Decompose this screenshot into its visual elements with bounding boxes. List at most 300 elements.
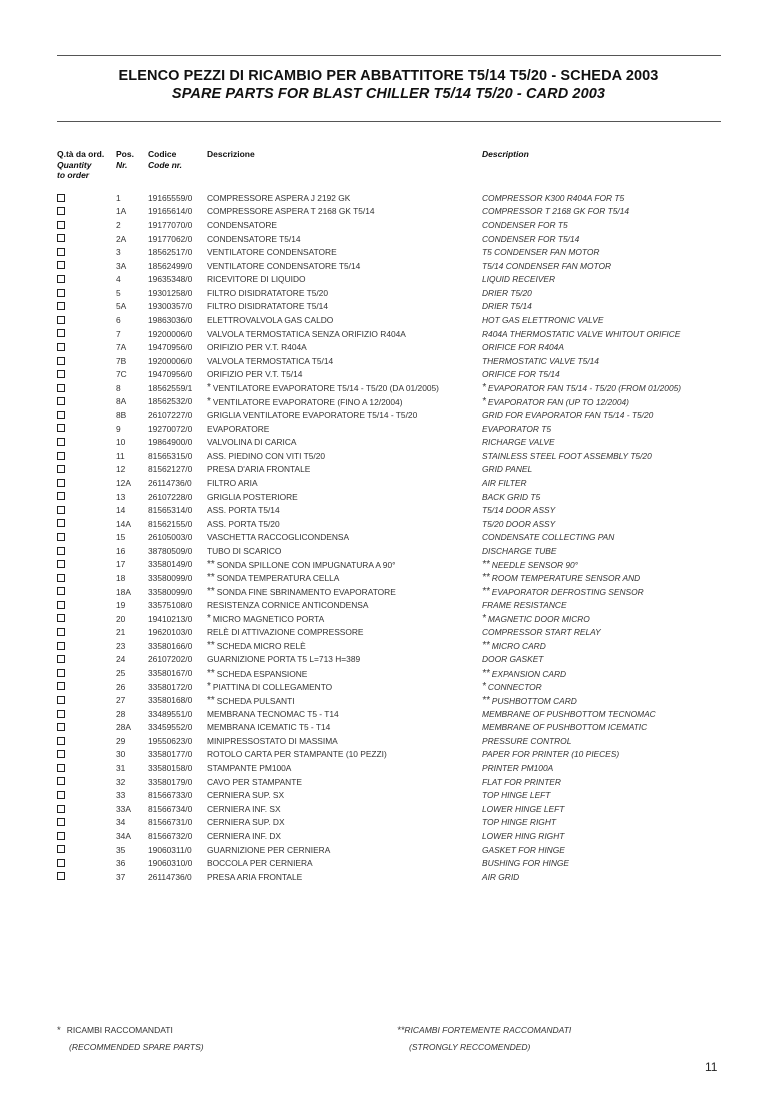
position-number: 31 — [116, 763, 126, 774]
order-checkbox-icon[interactable] — [57, 560, 65, 568]
italian-description — [207, 354, 482, 368]
recommended-mark: * — [207, 382, 211, 394]
english-description-text: COMPRESSOR T 2168 GK FOR T5/14 — [482, 206, 630, 217]
english-description-text: PUSHBOTTOM CARD — [491, 695, 577, 706]
footnote-single-l1: RICAMBI RACCOMANDATI — [66, 1025, 173, 1035]
recommended-mark: ** — [207, 694, 215, 706]
order-checkbox-icon[interactable] — [57, 221, 65, 229]
english-description-text: CONDENSATE COLLECTING PAN — [482, 532, 615, 543]
table-row — [57, 748, 681, 762]
italian-description — [207, 476, 482, 490]
order-checkbox-icon[interactable] — [57, 845, 65, 853]
table-row — [57, 558, 681, 572]
english-description — [482, 571, 681, 585]
position-number: 5A — [116, 301, 127, 312]
order-checkbox-icon[interactable] — [57, 316, 65, 324]
recommended-mark: * — [207, 613, 211, 625]
position-number: 33A — [116, 803, 131, 814]
order-checkbox-icon[interactable] — [57, 329, 65, 337]
italian-description-text: BOCCOLA PER CERNIERA — [207, 858, 313, 869]
page-title-english: SPARE PARTS FOR BLAST CHILLER T5/14 T5/20 - CARD 2003 — [171, 86, 606, 102]
position-number: 7A — [116, 342, 127, 353]
italian-description — [207, 544, 482, 558]
part-code: 81566731/0 — [148, 817, 193, 828]
order-checkbox-icon[interactable] — [57, 492, 65, 500]
italian-description-text: SONDA SPILLONE CON IMPUGNATURA A 90° — [216, 559, 396, 570]
table-row — [57, 639, 681, 653]
order-checkbox-icon[interactable] — [57, 682, 65, 690]
italian-description-text: COMPRESSORE ASPERA J 2192 GK — [207, 192, 351, 203]
part-code: 19864900/0 — [148, 437, 193, 448]
italian-description — [207, 612, 482, 626]
english-description — [482, 693, 681, 707]
order-checkbox-icon[interactable] — [57, 465, 65, 473]
italian-description-text: CERNIERA INF. DX — [207, 830, 281, 841]
italian-description — [207, 422, 482, 436]
position-number: 9 — [116, 423, 121, 434]
italian-description-text: VALVOLA TERMOSTATICA SENZA ORIFIZIO R404A — [207, 328, 406, 339]
header-qty-l2: Quantity — [57, 159, 92, 170]
italian-description — [207, 721, 482, 735]
order-checkbox-icon[interactable] — [57, 533, 65, 541]
english-description — [482, 490, 681, 504]
header-code — [148, 149, 182, 170]
part-code: 33580177/0 — [148, 749, 193, 760]
recommended-mark: ** — [482, 572, 490, 584]
position-number: 16 — [116, 545, 126, 556]
italian-description-text: VALVOLA TERMOSTATICA T5/14 — [207, 355, 334, 366]
english-description-text: BACK GRID T5 — [482, 491, 541, 502]
position-number: 29 — [116, 735, 126, 746]
italian-description — [207, 381, 482, 395]
english-description — [482, 313, 681, 327]
italian-description — [207, 300, 482, 314]
english-description-text: DISCHARGE TUBE — [482, 545, 557, 556]
part-code: 33580099/0 — [148, 572, 193, 583]
order-checkbox-icon[interactable] — [57, 438, 65, 446]
table-row — [57, 395, 681, 409]
part-code: 81566733/0 — [148, 790, 193, 801]
top-rule — [57, 55, 721, 56]
english-description — [482, 408, 681, 422]
english-description — [482, 788, 681, 802]
italian-description — [207, 205, 482, 219]
order-checkbox-icon[interactable] — [57, 696, 65, 704]
italian-description-text: SCHEDA PULSANTI — [216, 695, 295, 706]
italian-description — [207, 870, 482, 884]
italian-description — [207, 259, 482, 273]
english-description-text: TOP HINGE RIGHT — [482, 817, 556, 828]
position-number: 36 — [116, 858, 126, 869]
order-checkbox-icon[interactable] — [57, 628, 65, 636]
order-checkbox-icon[interactable] — [57, 424, 65, 432]
order-checkbox-icon[interactable] — [57, 777, 65, 785]
english-description — [482, 843, 681, 857]
english-description — [482, 422, 681, 436]
english-description — [482, 680, 681, 694]
italian-description — [207, 435, 482, 449]
order-checkbox-icon[interactable] — [57, 818, 65, 826]
position-number: 30 — [116, 749, 126, 760]
italian-description — [207, 408, 482, 422]
english-description-text: STAINLESS STEEL FOOT ASSEMBLY T5/20 — [482, 450, 652, 461]
italian-description — [207, 449, 482, 463]
position-number: 15 — [116, 532, 126, 543]
position-number: 10 — [116, 437, 126, 448]
recommended-mark: ** — [482, 586, 490, 598]
header-code-l1: Codice — [148, 149, 177, 159]
table-row — [57, 666, 681, 680]
order-checkbox-icon[interactable] — [57, 370, 65, 378]
part-code: 26107228/0 — [148, 491, 193, 502]
header-pos-l2: Nr. — [116, 159, 128, 170]
english-description-text: MEMBRANE OF PUSHBOTTOM ICEMATIC — [482, 722, 648, 733]
english-description — [482, 340, 681, 354]
order-checkbox-icon[interactable] — [57, 384, 65, 392]
order-checkbox-icon[interactable] — [57, 357, 65, 365]
english-description — [482, 368, 681, 382]
english-description-text: T5 CONDENSER FAN MOTOR — [482, 247, 600, 258]
italian-description-text: PIATTINA DI COLLEGAMENTO — [212, 682, 333, 693]
recommended-mark: ** — [207, 586, 215, 598]
english-description-text: DRIER T5/20 — [482, 287, 532, 298]
part-code: 18562532/0 — [148, 396, 193, 407]
order-checkbox-icon[interactable] — [57, 737, 65, 745]
english-description — [482, 612, 681, 626]
position-number: 8 — [116, 382, 121, 393]
english-description — [482, 870, 681, 884]
italian-description — [207, 286, 482, 300]
italian-description — [207, 653, 482, 667]
table-row — [57, 313, 681, 327]
order-checkbox-icon[interactable] — [57, 723, 65, 731]
order-checkbox-icon[interactable] — [57, 207, 65, 215]
table-row — [57, 612, 681, 626]
part-code: 19635348/0 — [148, 274, 193, 285]
header-en — [482, 149, 529, 160]
italian-description-text: VENTILATORE CONDENSATORE — [207, 247, 337, 258]
position-number: 12 — [116, 464, 126, 475]
position-number: 18 — [116, 572, 126, 583]
table-row — [57, 856, 681, 870]
part-code: 19550623/0 — [148, 735, 193, 746]
english-description-text: LOWER HING RIGHT — [482, 830, 565, 841]
table-row — [57, 490, 681, 504]
footnote-strongly-recommended — [397, 1022, 571, 1056]
english-description — [482, 761, 681, 775]
order-checkbox-icon[interactable] — [57, 859, 65, 867]
position-number: 13 — [116, 491, 126, 502]
english-description-text: AIR FILTER — [482, 477, 527, 488]
order-checkbox-icon[interactable] — [57, 248, 65, 256]
table-row — [57, 381, 681, 395]
english-description-text: CONNECTOR — [487, 682, 542, 693]
position-number: 5 — [116, 287, 121, 298]
italian-description-text: FILTRO DISIDRATATORE T5/14 — [207, 301, 328, 312]
part-code: 33580168/0 — [148, 695, 193, 706]
table-row — [57, 734, 681, 748]
order-checkbox-icon[interactable] — [57, 547, 65, 555]
header-qty-l1: Q.tà da ord. — [57, 149, 105, 159]
order-checkbox-icon[interactable] — [57, 411, 65, 419]
recommended-mark: * — [482, 613, 486, 625]
order-checkbox-icon[interactable] — [57, 194, 65, 202]
footnote-recommended — [57, 1022, 204, 1056]
english-description-text: T5/20 DOOR ASSY — [482, 518, 556, 529]
recommended-mark: * — [482, 681, 486, 693]
table-row — [57, 286, 681, 300]
english-description — [482, 585, 681, 599]
order-checkbox-icon[interactable] — [57, 669, 65, 677]
table-row — [57, 449, 681, 463]
position-number: 8B — [116, 410, 127, 421]
english-description — [482, 530, 681, 544]
english-description — [482, 707, 681, 721]
english-description — [482, 191, 681, 205]
recommended-mark: * — [482, 382, 486, 394]
table-row — [57, 327, 681, 341]
recommended-mark: ** — [207, 558, 215, 570]
english-description — [482, 748, 681, 762]
table-row — [57, 653, 681, 667]
part-code: 33459552/0 — [148, 722, 193, 733]
table-row — [57, 530, 681, 544]
order-checkbox-icon[interactable] — [57, 750, 65, 758]
position-number: 8A — [116, 396, 127, 407]
english-description-text: PAPER FOR PRINTER (10 PIECES) — [482, 749, 620, 760]
order-checkbox-icon[interactable] — [57, 574, 65, 582]
english-description — [482, 272, 681, 286]
order-checkbox-icon[interactable] — [57, 791, 65, 799]
english-description — [482, 395, 681, 409]
english-description-text: DRIER T5/14 — [482, 301, 532, 312]
italian-description-text: RICEVITORE DI LIQUIDO — [207, 274, 306, 285]
part-code: 33580167/0 — [148, 668, 193, 679]
italian-description-text: PRESA D'ARIA FRONTALE — [207, 464, 311, 475]
italian-description-text: CAVO PER STAMPANTE — [207, 776, 302, 787]
english-description-text: LIQUID RECEIVER — [482, 274, 556, 285]
english-description-text: T5/14 CONDENSER FAN MOTOR — [482, 260, 612, 271]
italian-description-text: SCHEDA MICRO RELÈ — [216, 641, 306, 652]
order-checkbox-icon[interactable] — [57, 805, 65, 813]
italian-description-text: ASS. PIEDINO CON VITI T5/20 — [207, 450, 326, 461]
position-number: 1 — [116, 192, 121, 203]
table-row — [57, 205, 681, 219]
english-description-text: RICHARGE VALVE — [482, 437, 555, 448]
english-description — [482, 598, 681, 612]
part-code: 19270072/0 — [148, 423, 193, 434]
english-description — [482, 517, 681, 531]
english-description — [482, 816, 681, 830]
table-row — [57, 870, 681, 884]
italian-description — [207, 626, 482, 640]
order-checkbox-icon[interactable] — [57, 614, 65, 622]
english-description — [482, 856, 681, 870]
position-number: 24 — [116, 654, 126, 665]
english-description-text: HOT GAS ELETTRONIC VALVE — [482, 314, 604, 325]
order-checkbox-icon[interactable] — [57, 275, 65, 283]
italian-description — [207, 490, 482, 504]
italian-description-text: PRESA ARIA FRONTALE — [207, 871, 303, 882]
italian-description-text: MEMBRANA ICEMATIC T5 - T14 — [207, 722, 331, 733]
position-number: 32 — [116, 776, 126, 787]
english-description-text: TOP HINGE LEFT — [482, 790, 551, 801]
part-code: 26114736/0 — [148, 871, 192, 882]
part-code: 81562155/0 — [148, 518, 193, 529]
italian-description — [207, 707, 482, 721]
order-checkbox-icon[interactable] — [57, 710, 65, 718]
italian-description-text: FILTRO ARIA — [207, 477, 258, 488]
order-checkbox-icon[interactable] — [57, 343, 65, 351]
position-number: 21 — [116, 627, 126, 638]
italian-description — [207, 530, 482, 544]
table-row — [57, 721, 681, 735]
position-number: 37 — [116, 871, 126, 882]
table-row — [57, 816, 681, 830]
part-code: 19410213/0 — [148, 613, 193, 624]
part-code: 19060311/0 — [148, 844, 192, 855]
english-description-text: ORIFICE FOR R404A — [482, 342, 564, 353]
position-number: 25 — [116, 668, 126, 679]
table-row — [57, 788, 681, 802]
order-checkbox-icon[interactable] — [57, 506, 65, 514]
italian-description — [207, 327, 482, 341]
english-description-text: ROOM TEMPERATURE SENSOR AND — [491, 573, 641, 584]
part-code: 19200006/0 — [148, 328, 193, 339]
part-code: 81565314/0 — [148, 505, 193, 516]
order-checkbox-icon[interactable] — [57, 764, 65, 772]
table-row — [57, 626, 681, 640]
order-checkbox-icon[interactable] — [57, 601, 65, 609]
english-description-text: THERMOSTATIC VALVE T5/14 — [482, 355, 599, 366]
table-row — [57, 232, 681, 246]
header-pos-l1: Pos. — [116, 149, 134, 159]
part-code: 33575108/0 — [148, 600, 193, 611]
position-number: 3A — [116, 260, 127, 271]
part-code: 33580172/0 — [148, 681, 193, 692]
english-description-text: DOOR GASKET — [482, 654, 544, 665]
order-checkbox-icon[interactable] — [57, 872, 65, 880]
order-checkbox-icon[interactable] — [57, 452, 65, 460]
italian-description — [207, 503, 482, 517]
page-title-italian: ELENCO PEZZI DI RICAMBIO PER ABBATTITORE T5/14 T5/20 - SCHEDA 2003 — [118, 68, 659, 84]
english-description-text: ORIFICE FOR T5/14 — [482, 369, 560, 380]
part-code: 19620103/0 — [148, 627, 193, 638]
italian-description-text: GUARNIZIONE PORTA T5 L=713 H=389 — [207, 654, 361, 665]
italian-description-text: GUARNIZIONE PER CERNIERA — [207, 844, 331, 855]
english-description — [482, 476, 681, 490]
english-description — [482, 802, 681, 816]
part-code: 19863036/0 — [148, 314, 193, 325]
table-row — [57, 761, 681, 775]
position-number: 14A — [116, 518, 131, 529]
header-code-l2: Code nr. — [148, 159, 183, 170]
position-number: 14 — [116, 505, 126, 516]
italian-description-text: VENTILATORE EVAPORATORE (FINO A 12/2004) — [212, 396, 403, 407]
italian-description-text: FILTRO DISIDRATATORE T5/20 — [207, 287, 328, 298]
footnote-double-l1: RICAMBI FORTEMENTE RACCOMANDATI — [404, 1025, 572, 1035]
italian-description-text: ASS. PORTA T5/14 — [207, 505, 280, 516]
part-code: 26105003/0 — [148, 532, 193, 543]
position-number: 7 — [116, 328, 121, 339]
position-number: 34 — [116, 817, 126, 828]
part-code: 33580158/0 — [148, 763, 193, 774]
italian-description-text: ROTOLO CARTA PER STAMPANTE (10 PEZZI) — [207, 749, 387, 760]
italian-description — [207, 598, 482, 612]
part-code: 81562127/0 — [148, 464, 193, 475]
italian-description — [207, 639, 482, 653]
english-description — [482, 775, 681, 789]
italian-description — [207, 802, 482, 816]
italian-description-text: MICRO MAGNETICO PORTA — [212, 614, 325, 625]
part-code: 18562559/1 — [148, 382, 193, 393]
order-checkbox-icon[interactable] — [57, 655, 65, 663]
table-row — [57, 517, 681, 531]
footnote-double-mark: ** — [397, 1025, 405, 1036]
italian-description-text: CONDENSATORE T5/14 — [207, 233, 301, 244]
italian-description-text: SONDA TEMPERATURA CELLA — [216, 573, 340, 584]
position-number: 27 — [116, 695, 126, 706]
order-checkbox-icon[interactable] — [57, 289, 65, 297]
english-description-text: FRAME RESISTANCE — [482, 600, 567, 611]
italian-description — [207, 191, 482, 205]
order-checkbox-icon[interactable] — [57, 832, 65, 840]
position-number: 17 — [116, 559, 126, 570]
position-number: 2 — [116, 219, 121, 230]
part-code: 19470956/0 — [148, 342, 193, 353]
part-code: 33489551/0 — [148, 708, 193, 719]
recommended-mark: * — [207, 395, 211, 407]
english-description — [482, 435, 681, 449]
order-checkbox-icon[interactable] — [57, 519, 65, 527]
recommended-mark: ** — [482, 694, 490, 706]
italian-description-text: SONDA FINE SBRINAMENTO EVAPORATORE — [216, 587, 396, 598]
order-checkbox-icon[interactable] — [57, 397, 65, 405]
italian-description — [207, 734, 482, 748]
order-checkbox-icon[interactable] — [57, 642, 65, 650]
table-row — [57, 680, 681, 694]
order-checkbox-icon[interactable] — [57, 261, 65, 269]
english-description-text: GASKET FOR HINGE — [482, 844, 565, 855]
english-description — [482, 503, 681, 517]
table-row — [57, 503, 681, 517]
english-description — [482, 558, 681, 572]
position-number: 4 — [116, 274, 121, 285]
table-row — [57, 802, 681, 816]
footnote-single-l2: (RECOMMENDED SPARE PARTS) — [69, 1042, 204, 1052]
italian-description-text: ORIFIZIO PER V.T. R404A — [207, 342, 307, 353]
order-checkbox-icon[interactable] — [57, 479, 65, 487]
order-checkbox-icon[interactable] — [57, 587, 65, 595]
english-description — [482, 218, 681, 232]
table-row — [57, 218, 681, 232]
part-code: 18562517/0 — [148, 247, 193, 258]
italian-description-text: VASCHETTA RACCOGLICONDENSA — [207, 532, 350, 543]
order-checkbox-icon[interactable] — [57, 234, 65, 242]
position-number: 28A — [116, 722, 131, 733]
part-code: 26114736/0 — [148, 477, 192, 488]
italian-description — [207, 680, 482, 694]
order-checkbox-icon[interactable] — [57, 302, 65, 310]
english-description — [482, 232, 681, 246]
italian-description-text: MEMBRANA TECNOMAC T5 - T14 — [207, 708, 339, 719]
position-number: 1A — [116, 206, 127, 217]
english-description-text: CONDENSER FOR T5/14 — [482, 233, 580, 244]
english-description-text: FLAT FOR PRINTER — [482, 776, 561, 787]
table-row — [57, 300, 681, 314]
recommended-mark: * — [207, 681, 211, 693]
english-description-text: NEEDLE SENSOR 90° — [491, 559, 578, 570]
